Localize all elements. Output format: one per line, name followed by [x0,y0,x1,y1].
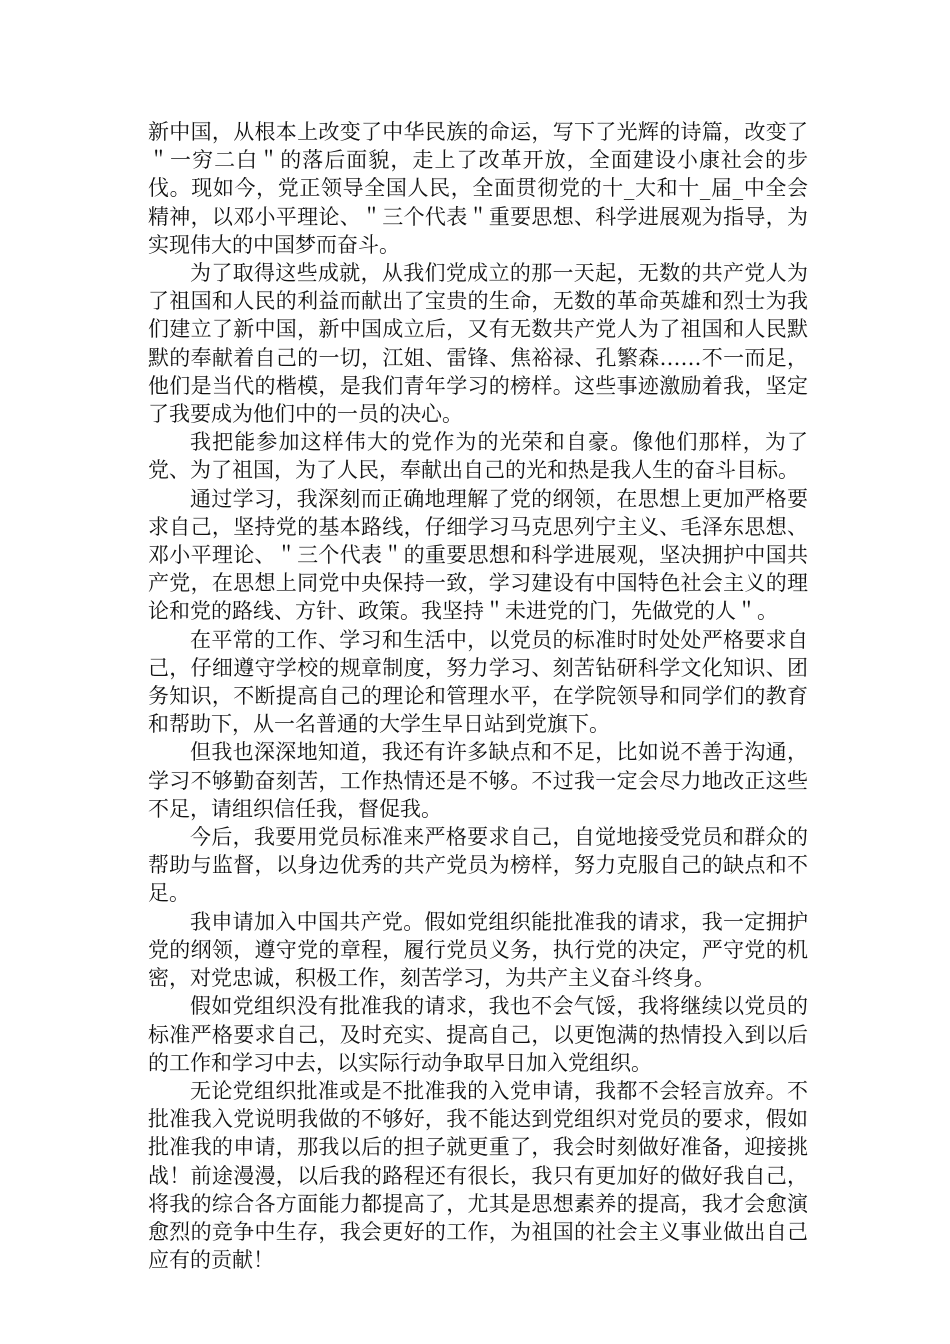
paragraph-6: 但我也深深地知道，我还有许多缺点和不足，比如说不善于沟通，学习不够勤奋刻苦，工作热情还是不够。不过我一定会尽力地改正这些不足，请组织信任我，督促我。 [148,740,808,821]
paragraph-5: 在平常的工作、学习和生活中，以党员的标准时时处处严格要求自己，仔细遵守学校的规章制度，努力学习、刻苦钻研科学文化知识、团务知识，不断提高自己的理论和管理水平，在学院领导和同学们的教育和帮助下，从一名普通的大学生早日站到党旗下。 [148,627,808,737]
paragraph-9: 假如党组织没有批准我的请求，我也不会气馁，我将继续以党员的标准严格要求自己，及时充实、提高自己，以更饱满的热情投入到以后的工作和学习中去，以实际行动争取早日加入党组织。 [148,994,808,1075]
document-page [148,118,808,1274]
paragraph-8: 我申请加入中国共产党。假如党组织能批准我的请求，我一定拥护党的纲领，遵守党的章程，履行党员义务，执行党的决定，严守党的机密，对党忠诚，积极工作，刻苦学习，为共产主义奋斗终身。 [148,909,808,991]
paragraph-10: 无论党组织批准或是不批准我的入党申请，我都不会轻言放弃。不批准我入党说明我做的不够好，我不能达到党组织对党员的要求，假如批准我的申请，那我以后的担子就更重了，我会时刻做好准备，迎接挑战！前途漫漫，以后我的路程还有很长，我只有更加好的做好我自己，将我的综合各方面能力都提高了，尤其是思想素养的提高，我才会愈演愈烈的竞争中生存，我会更好的工作，为祖国的社会主义事业做出自己应有的贡献！ [148,1078,808,1273]
paragraph-2: 为了取得这些成就，从我们党成立的那一天起，无数的共产党人为了祖国和人民的利益而献出了宝贵的生命，无数的革命英雄和烈士为我们建立了新中国，新中国成立后，又有无数共产党人为了祖国和人民默默的奉献着自己的一切，江姐、雷锋、焦裕禄、孔繁森……不一而足，他们是当代的楷模，是我们青年学习的榜样。这些事迹激励着我，坚定了我要成为他们中的一员的决心。 [148,261,808,427]
paragraph-1: 新中国，从根本上改变了中华民族的命运，写下了光辉的诗篇，改变了＂一穷二白＂的落后面貌，走上了改革开放，全面建设小康社会的步伐。现如今，党正领导全国人民，全面贯彻党的十_大和十_届_中全会精神，以邓小平理论、＂三个代表＂重要思想、科学进展观为指导，为实现伟大的中国梦而奋斗。 [148,120,808,257]
paragraph-4: 通过学习，我深刻而正确地理解了党的纲领，在思想上更加严格要求自己，坚持党的基本路线，仔细学习马克思列宁主义、毛泽东思想、邓小平理论、＂三个代表＂的重要思想和科学进展观，坚决拥护中国共产党，在思想上同党中央保持一致，学习建设有中国特色社会主义的理论和党的路线、方针、政策。我坚持＂未进党的门，先做党的人＂。 [148,486,808,624]
paragraph-7: 今后，我要用党员标准来严格要求自己，自觉地接受党员和群众的帮助与监督，以身边优秀的共产党员为榜样，努力克服自己的缺点和不足。 [148,825,808,906]
paragraph-3: 我把能参加这样伟大的党作为的光荣和自豪。像他们那样，为了党、为了祖国，为了人民，奉献出自己的光和热是我人生的奋斗目标。 [148,430,808,483]
